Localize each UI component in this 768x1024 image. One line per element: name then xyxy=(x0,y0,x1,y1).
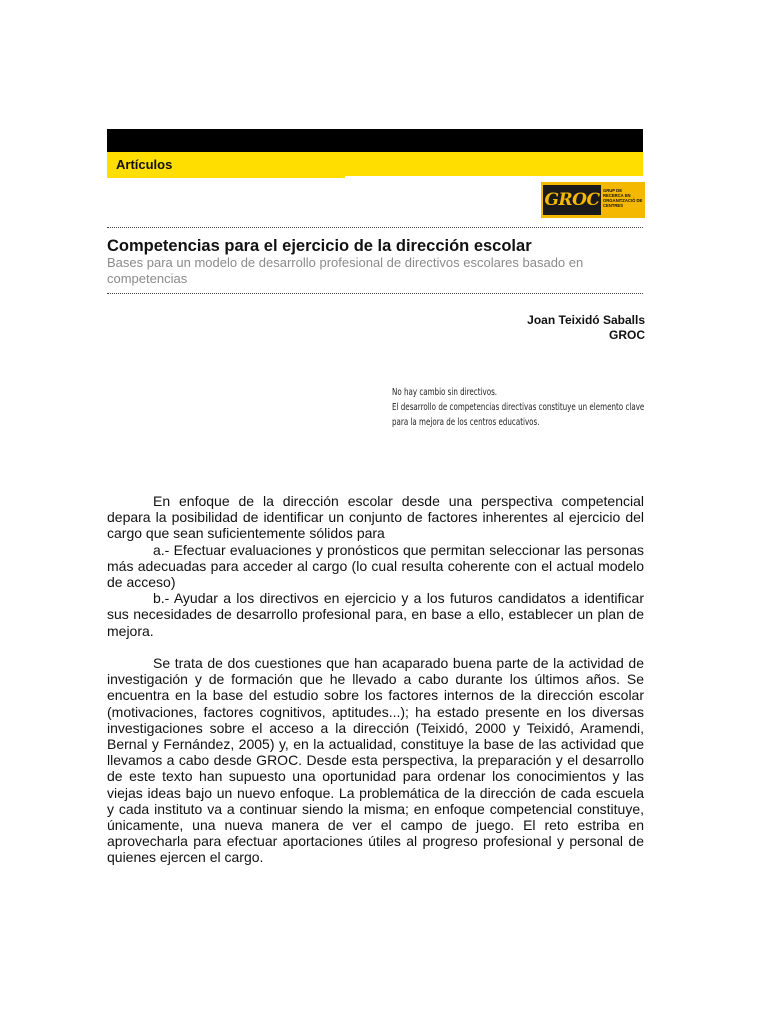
paragraph-spacer xyxy=(107,639,644,655)
author-affiliation: GROC xyxy=(609,328,645,342)
epigraph-line-1: No hay cambio sin directivos. xyxy=(392,387,498,398)
body-paragraph-2: Se trata de dos cuestiones que han acaparado buena parte de la actividad de investigación y de formación que he llevado a cabo durante los últimos años. Se encuentra en la base del estudio sobre los factores internos de la dirección escolar (motivaciones, factores cognitivos, aptitudes...); ha estado presente en los diversas investigaciones sobre el acceso a la dirección (Teixidó, 2000 y Teixidó, Aramendi, Bernal y Fernández, 2005) y, en la actualidad, constituye la base de las actividad que llevamos a cabo desde GROC. Desde esta perspectiva, la preparación y el desarrollo de este texto han supuesto una oportunidad para ordenar los conocimientos y las viejas ideas bajo un nuevo enfoque. La problemática de la dirección de cada escuela y cada instituto va a continuar siendo la misma; en enfoque competencial constituye, únicamente, una nueva manera de ver el campo de juego. El reto estriba en aprovecharla para efectuar aportaciones útiles al progreso profesional y personal de quienes ejercen el cargo. xyxy=(107,655,644,866)
article-title: Competencias para el ejercicio de la dirección escolar xyxy=(107,237,532,255)
epigraph xyxy=(392,385,644,431)
section-bar xyxy=(107,152,643,176)
body-item-a: a.- Efectuar evaluaciones y pronósticos que permitan seleccionar las personas más adecuadas para acceder al cargo (lo cual resulta coherente con el actual modelo de acceso) xyxy=(107,541,644,591)
groc-logo-tagline: GRUP DE RECERCA EN ORGANITZACIÓ DE CENTRES xyxy=(603,188,643,208)
header-black-bar xyxy=(107,129,643,152)
author-name: Joan Teixidó Saballs xyxy=(527,313,645,327)
section-underline xyxy=(107,176,345,178)
article-subtitle: Bases para un modelo de desarrollo profesional de directivos escolares basado en competencias xyxy=(107,255,584,286)
divider-top xyxy=(107,227,643,228)
body-paragraph-1: En enfoque de la dirección escolar desde una perspectiva competencial depara la posibilidad de identificar un conjunto de factores inherentes al ejercicio del cargo que sean suficientemente sólidos para xyxy=(107,493,644,542)
body-item-b: b.- Ayudar a los directivos en ejercicio y a los futuros candidatos a identificar sus necesidades de desarrollo profesional para, en base a ello, establecer un plan de mejora. xyxy=(107,590,644,639)
author-block xyxy=(527,313,645,343)
groc-logo-mark: GROC xyxy=(543,185,601,215)
epigraph-line-2: El desarrollo de competencias directivas constituye un elemento clave para la mejora de los centros educativos. xyxy=(392,402,645,429)
section-label: Artículos xyxy=(116,157,173,172)
divider-bottom xyxy=(107,293,643,294)
groc-logo xyxy=(541,182,645,218)
article-body xyxy=(107,493,644,866)
